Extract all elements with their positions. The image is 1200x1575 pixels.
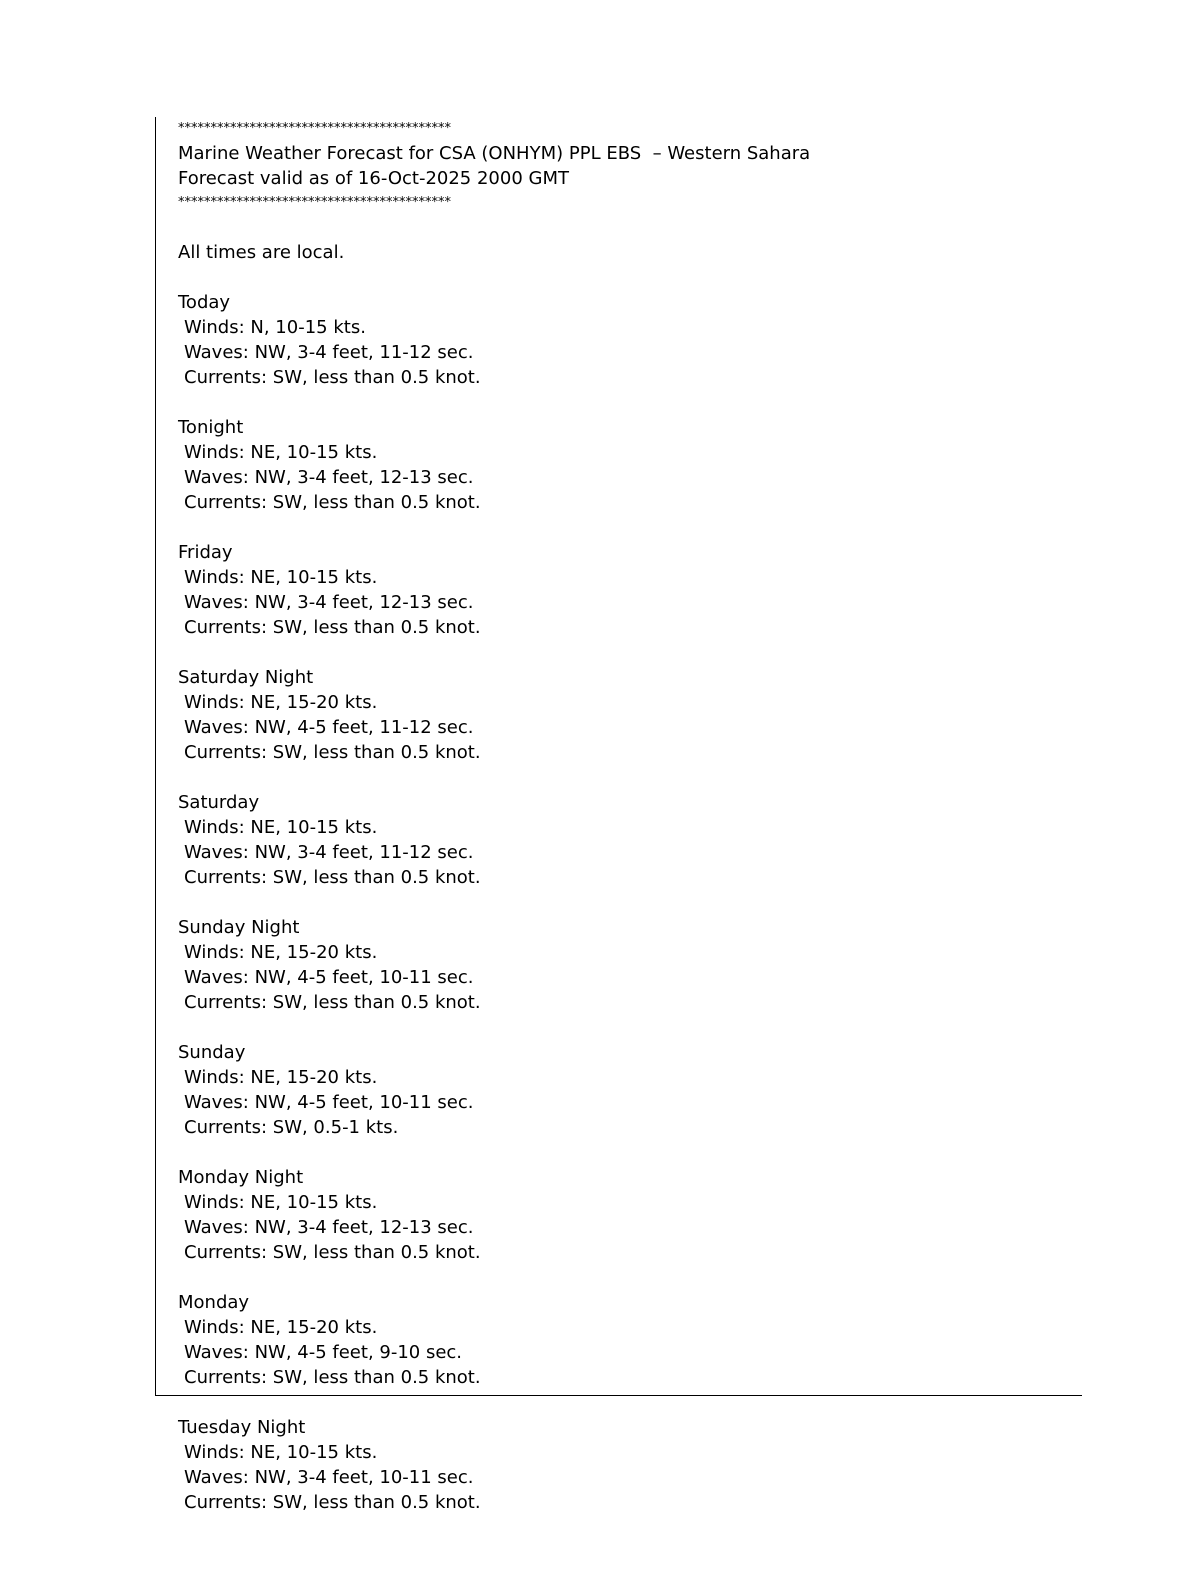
- period-currents: Currents: SW, 0.5-1 kts.: [184, 1117, 399, 1138]
- period-name: Monday Night: [178, 1167, 304, 1188]
- forecast-period: [178, 790, 1078, 890]
- period-winds: Winds: NE, 10-15 kts.: [184, 817, 378, 838]
- period-winds: Winds: NE, 15-20 kts.: [184, 1317, 378, 1338]
- period-winds: Winds: NE, 10-15 kts.: [184, 567, 378, 588]
- period-currents: Currents: SW, less than 0.5 knot.: [184, 1242, 481, 1263]
- period-waves: Waves: NW, 3-4 feet, 10-11 sec.: [184, 1467, 474, 1488]
- time-note: All times are local.: [178, 242, 345, 263]
- period-name: Tuesday Night: [178, 1417, 306, 1438]
- forecast-period: [178, 540, 1078, 640]
- forecast-period: [178, 1415, 1078, 1515]
- forecast-title: Marine Weather Forecast for CSA (ONHYM) PPL EBS – Western Sahara: [178, 143, 811, 164]
- period-winds: Winds: NE, 15-20 kts.: [184, 692, 378, 713]
- forecast-period: [178, 415, 1078, 515]
- period-name: Sunday: [178, 1042, 246, 1063]
- period-waves: Waves: NW, 4-5 feet, 9-10 sec.: [184, 1342, 463, 1363]
- left-border-rule: [155, 117, 156, 1396]
- period-currents: Currents: SW, less than 0.5 knot.: [184, 742, 481, 763]
- forecast-period: [178, 290, 1078, 390]
- forecast-period: [178, 665, 1078, 765]
- period-winds: Winds: NE, 10-15 kts.: [184, 442, 378, 463]
- stars-divider-top: ******************************************: [178, 121, 451, 136]
- period-name: Friday: [178, 542, 233, 563]
- period-waves: Waves: NW, 3-4 feet, 11-12 sec.: [184, 342, 474, 363]
- period-name: Saturday: [178, 792, 260, 813]
- period-waves: Waves: NW, 4-5 feet, 10-11 sec.: [184, 1092, 474, 1113]
- period-winds: Winds: NE, 15-20 kts.: [184, 1067, 378, 1088]
- period-winds: Winds: NE, 15-20 kts.: [184, 942, 378, 963]
- period-winds: Winds: NE, 10-15 kts.: [184, 1192, 378, 1213]
- period-name: Saturday Night: [178, 667, 314, 688]
- forecast-valid-time: Forecast valid as of 16-Oct-2025 2000 GMT: [178, 168, 569, 189]
- period-winds: Winds: N, 10-15 kts.: [184, 317, 366, 338]
- period-waves: Waves: NW, 4-5 feet, 11-12 sec.: [184, 717, 474, 738]
- period-waves: Waves: NW, 3-4 feet, 12-13 sec.: [184, 592, 474, 613]
- period-name: Sunday Night: [178, 917, 300, 938]
- forecast-period: [178, 1040, 1078, 1140]
- period-name: Today: [178, 292, 231, 313]
- period-currents: Currents: SW, less than 0.5 knot.: [184, 867, 481, 888]
- stars-divider-bottom: ******************************************: [178, 195, 451, 210]
- period-currents: Currents: SW, less than 0.5 knot.: [184, 1367, 481, 1388]
- forecast-period: [178, 915, 1078, 1015]
- period-waves: Waves: NW, 3-4 feet, 12-13 sec.: [184, 1217, 474, 1238]
- period-currents: Currents: SW, less than 0.5 knot.: [184, 1492, 481, 1513]
- period-currents: Currents: SW, less than 0.5 knot.: [184, 367, 481, 388]
- period-name: Monday: [178, 1292, 250, 1313]
- period-waves: Waves: NW, 4-5 feet, 10-11 sec.: [184, 967, 474, 988]
- period-currents: Currents: SW, less than 0.5 knot.: [184, 617, 481, 638]
- period-currents: Currents: SW, less than 0.5 knot.: [184, 492, 481, 513]
- period-name: Tonight: [178, 417, 244, 438]
- forecast-content: [178, 117, 1078, 1515]
- period-waves: Waves: NW, 3-4 feet, 11-12 sec.: [184, 842, 474, 863]
- period-winds: Winds: NE, 10-15 kts.: [184, 1442, 378, 1463]
- period-currents: Currents: SW, less than 0.5 knot.: [184, 992, 481, 1013]
- forecast-period: [178, 1290, 1078, 1390]
- forecast-period: [178, 1165, 1078, 1265]
- period-waves: Waves: NW, 3-4 feet, 12-13 sec.: [184, 467, 474, 488]
